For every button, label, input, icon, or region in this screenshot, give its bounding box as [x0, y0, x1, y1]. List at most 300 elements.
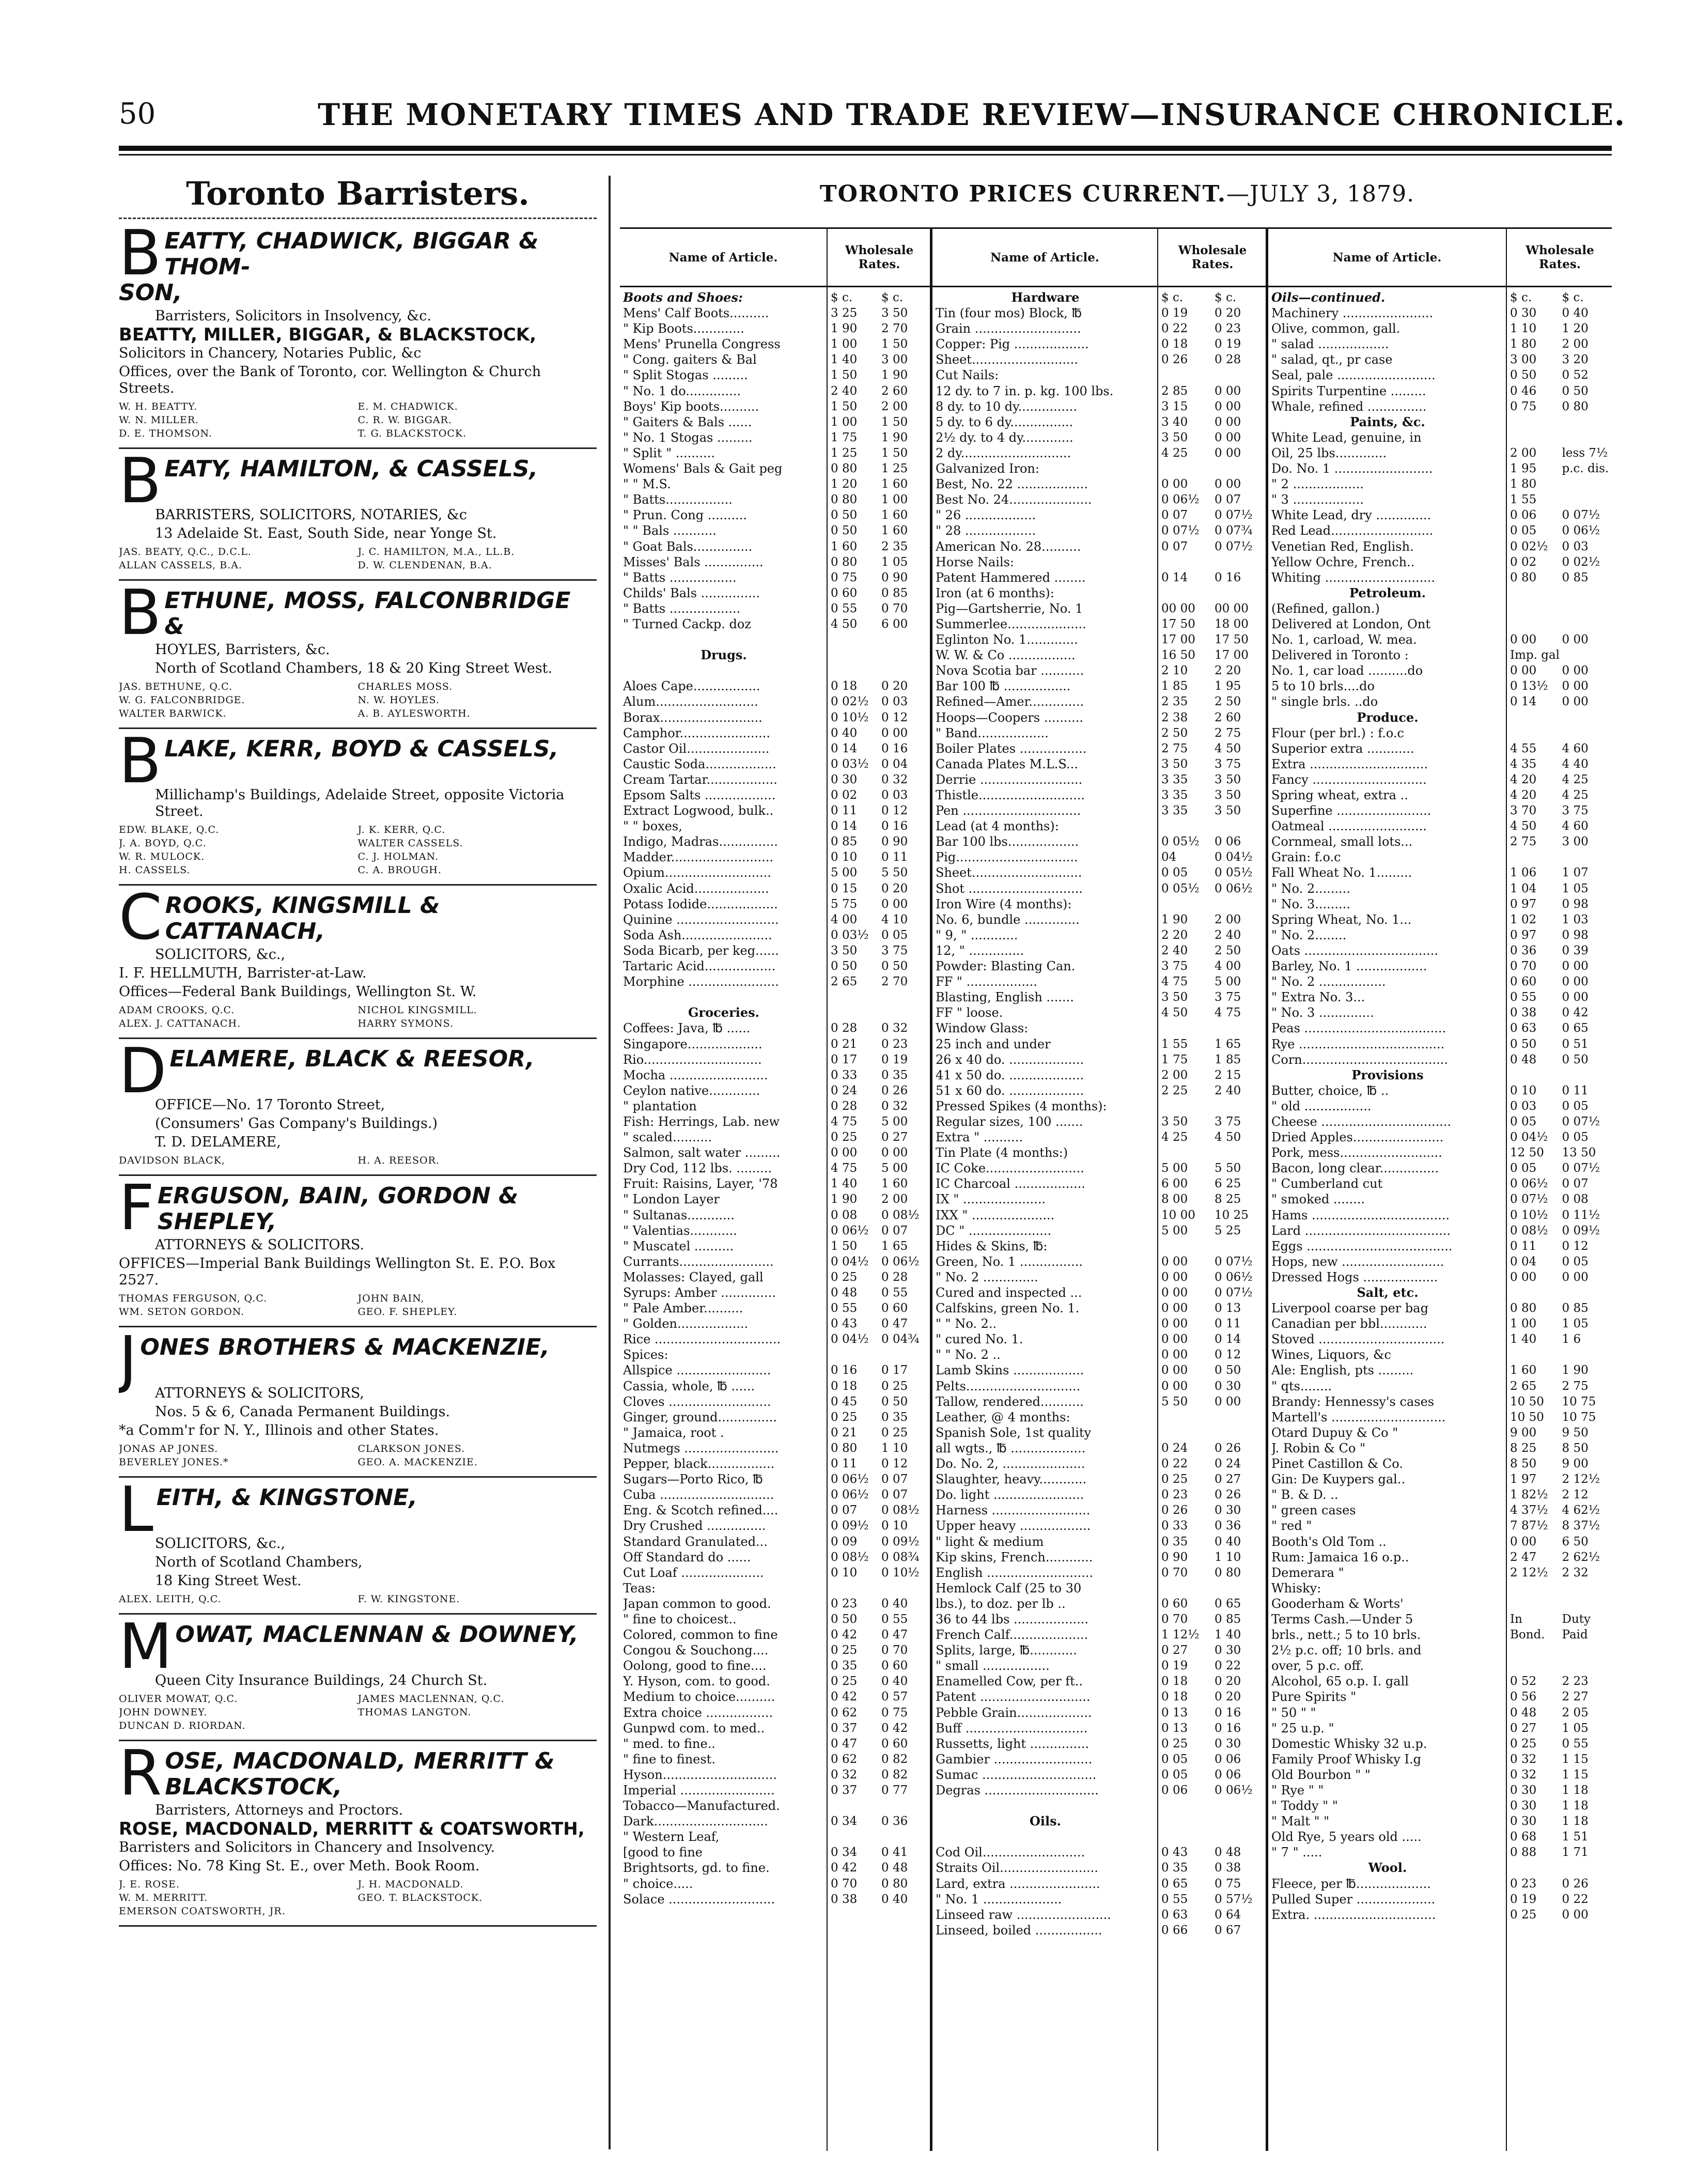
price-row	[620, 1829, 930, 1845]
rate-low: 0 97	[1510, 928, 1537, 942]
firm-detail: 13 Adelaide St. East, South Side, near Yonge St.	[155, 525, 497, 541]
price-row	[1268, 1876, 1612, 1892]
article-name: IX " .....................	[936, 1192, 1046, 1207]
price-row	[932, 1425, 1266, 1440]
article-name: 12 dy. to 7 in. p. kg. 100 lbs.	[936, 383, 1114, 398]
article-name: " Pale Amber..........	[623, 1301, 743, 1316]
price-row	[1268, 336, 1612, 352]
price-row	[1268, 647, 1612, 663]
price-row	[1268, 1674, 1612, 1689]
price-row	[932, 772, 1266, 787]
price-row	[1268, 1020, 1612, 1036]
rate-low: 3 15	[1161, 399, 1188, 413]
price-row	[620, 1814, 930, 1829]
rate-low: 00 00	[1161, 601, 1195, 615]
article-name: " salad, qt., pr case	[1271, 352, 1393, 367]
firm-listing	[119, 1611, 597, 1741]
rate-high: 0 05½	[1215, 866, 1253, 880]
rate-low: 1 80	[1510, 477, 1537, 491]
firm-name: EATY, HAMILTON, & CASSELS,	[164, 456, 538, 482]
firm-name: OSE, MACDONALD, MERRITT &	[165, 1748, 555, 1774]
rate-high: 0 55	[881, 1286, 908, 1299]
price-row	[620, 1269, 930, 1285]
price-row	[932, 694, 1266, 709]
firm-detail: Millichamp's Buildings, Adelaide Street, opposite Victoria Street.	[155, 787, 565, 819]
price-row	[620, 818, 930, 834]
rate-high: 0 25	[881, 1379, 908, 1393]
price-row	[932, 1223, 1266, 1238]
rate-high: 0 20	[1215, 1690, 1241, 1704]
firm-listing	[119, 1035, 597, 1176]
article-name: Superior extra ............	[1271, 741, 1414, 756]
price-row	[1268, 1067, 1612, 1083]
firm-initial: M	[119, 1611, 173, 1683]
article-name: Booth's Old Tom ..	[1271, 1534, 1387, 1549]
article-name: Do. No. 1 .........................	[1271, 461, 1433, 476]
price-row	[932, 523, 1266, 538]
rate-high: Paid	[1562, 1628, 1588, 1642]
rate-low: 7 87½	[1510, 1519, 1548, 1533]
article-name: Soda Ash.......................	[623, 927, 772, 942]
rate-high: $ c.	[1215, 291, 1237, 304]
price-row	[620, 1316, 930, 1331]
firm-listing	[119, 577, 597, 729]
rate-high: 0 12	[881, 804, 908, 818]
article-name: Extra " ..........	[936, 1130, 1023, 1145]
article-name: Hyson.............................	[623, 1767, 777, 1782]
firm-detail: Solicitors in Chancery, Notaries Public, &c	[119, 345, 422, 361]
article-name: Whisky:	[1271, 1581, 1321, 1596]
rate-high: 13 50	[1562, 1146, 1596, 1160]
firm-initial: F	[119, 1172, 155, 1244]
partner-name: GEO. A. MACKENZIE.	[357, 1457, 478, 1468]
prices-date: —JULY 3, 1879.	[1226, 181, 1415, 207]
article-name: " Gaiters & Bals ......	[623, 414, 752, 429]
article-name: Otard Dupuy & Co "	[1271, 1425, 1398, 1440]
rate-high: 2 75	[1215, 726, 1241, 740]
rate-high: 2 70	[881, 322, 908, 336]
price-row	[932, 352, 1266, 367]
article-name: " Band..................	[936, 725, 1049, 740]
rate-high: 2 62½	[1562, 1550, 1600, 1564]
partner-names	[119, 1592, 597, 1606]
article-name: [good to fine	[623, 1845, 703, 1860]
rate-high: 0 24	[1215, 1457, 1241, 1471]
price-row	[932, 1674, 1266, 1689]
price-row	[1268, 1036, 1612, 1052]
rate-high: 0 17	[881, 1364, 908, 1377]
rate-high: 4 25	[1562, 772, 1589, 786]
price-row	[1268, 1612, 1612, 1627]
article-name: Camphor.......................	[623, 725, 770, 740]
rate-low: 1 00	[831, 415, 858, 429]
rate-low: 2 75	[1161, 741, 1188, 755]
partner-name: JAS. BETHUNE, Q.C.	[119, 681, 232, 692]
rate-high: $ c.	[1562, 291, 1584, 304]
rate-high: 1 18	[1562, 1815, 1589, 1829]
rate-low: 0 38	[1510, 1006, 1537, 1020]
price-row	[932, 1191, 1266, 1207]
price-row	[932, 1254, 1266, 1269]
article-name: " 7 " .....	[1271, 1845, 1322, 1860]
price-row	[1268, 585, 1612, 601]
rate-low: 0 07	[1161, 539, 1188, 553]
article-name: Dressed Hogs ...................	[1271, 1269, 1438, 1284]
rate-low: 1 90	[831, 1192, 858, 1206]
article-name: Demerara "	[1271, 1565, 1344, 1580]
firm-initial: B	[119, 725, 162, 797]
price-row	[1268, 1300, 1612, 1316]
article-name: " Jamaica, root .	[623, 1425, 724, 1440]
price-row	[1268, 1829, 1612, 1845]
rate-high: 0 20	[881, 679, 908, 693]
rate-high: 0 07	[881, 1223, 908, 1237]
article-name: Green, No. 1 ................	[936, 1254, 1083, 1269]
firm-detail: Offices, over the Bank of Toronto, cor. Wellington & Church Streets.	[119, 364, 541, 396]
price-row	[620, 1160, 930, 1176]
price-row	[1268, 476, 1612, 492]
rate-low: 0 75	[1510, 399, 1537, 413]
rate-high: 0 28	[881, 1270, 908, 1284]
rate-low: 3 75	[1161, 959, 1188, 973]
article-name: FF " ..................	[936, 974, 1037, 989]
rate-high: 0 05	[1562, 1130, 1589, 1144]
price-row	[1268, 1689, 1612, 1705]
article-name: " Malt " "	[1271, 1814, 1330, 1829]
article-name: Lard .....................................	[1271, 1223, 1451, 1238]
article-name: " fine to choicest..	[623, 1612, 737, 1627]
price-row	[1268, 1643, 1612, 1658]
rate-low: 5 00	[831, 866, 858, 880]
rate-high: 0 82	[881, 1768, 908, 1782]
price-row	[1268, 1752, 1612, 1767]
firm-name: ELAMERE, BLACK & REESOR,	[169, 1046, 535, 1072]
article-name: Cut Nails:	[936, 368, 999, 383]
rate-high: 0 06	[1215, 1768, 1241, 1782]
article-name: Grain: f.o.c	[1271, 850, 1341, 865]
rate-high: 1 65	[1215, 1037, 1241, 1051]
rate-low: 0 14	[1161, 570, 1188, 584]
firm-list	[119, 218, 597, 1927]
article-name: White Lead, genuine, in	[1271, 430, 1422, 445]
price-row	[620, 849, 930, 865]
rate-high: 0 57½	[1215, 1892, 1253, 1906]
article-name: " fine to finest.	[623, 1752, 715, 1767]
rate-low: 0 70	[1161, 1612, 1188, 1626]
rate-separator	[1157, 229, 1158, 2151]
article-name: Liverpool coarse per bag	[1271, 1301, 1428, 1316]
article-name: Colored, common to fine	[623, 1628, 778, 1643]
article-name: Dry Cod, 112 lbs. .........	[623, 1161, 772, 1176]
partner-name: W. M. MERRITT.	[119, 1892, 208, 1903]
rate-low: 0 35	[1161, 1535, 1188, 1548]
price-row	[1268, 414, 1612, 430]
price-row	[932, 476, 1266, 492]
rate-high: 5 50	[881, 866, 908, 880]
rate-low: 0 07½	[1510, 1192, 1548, 1206]
rate-high: 5 00	[881, 1161, 908, 1175]
rate-low: 0 30	[1510, 306, 1537, 320]
name-of-article-header: Name of Article.	[990, 250, 1099, 265]
partner-name: JAMES MACLENNAN, Q.C.	[357, 1693, 505, 1705]
article-name: 2½ p.c. off; 10 brls. and	[1271, 1643, 1422, 1658]
rate-high: 1 65	[881, 1239, 908, 1253]
article-name: Boots and Shoes:	[623, 290, 743, 305]
rate-low: 0 42	[831, 1690, 858, 1704]
rate-high: 4 10	[881, 912, 908, 926]
rate-low: 0 03½	[831, 928, 869, 942]
price-row	[620, 1550, 930, 1565]
rate-high: 1 20	[1562, 322, 1589, 336]
article-name: Peas ....................................	[1271, 1021, 1446, 1036]
rate-high: 4 60	[1562, 741, 1589, 755]
article-name: Medium to choice..........	[623, 1690, 775, 1705]
rate-low: 2 25	[1161, 1083, 1188, 1097]
price-row	[620, 1565, 930, 1581]
rate-high: 0 00	[1215, 399, 1241, 413]
price-row	[1268, 290, 1612, 305]
rate-low: 0 24	[1161, 1441, 1188, 1455]
price-row	[932, 1300, 1266, 1316]
article-name: Horse Nails:	[936, 554, 1015, 569]
rate-high: 0 48	[1215, 1846, 1241, 1860]
article-name: Harness .........................	[936, 1503, 1091, 1518]
rate-low: 0 52	[1510, 1675, 1537, 1689]
price-row	[932, 1409, 1266, 1425]
price-row	[1268, 1052, 1612, 1067]
rate-low: 2 12½	[1510, 1566, 1548, 1579]
firm-listing	[119, 445, 597, 581]
rate-high: 9 50	[1562, 1426, 1589, 1439]
partner-name: EMERSON COATSWORTH, JR.	[119, 1906, 286, 1917]
rate-high: 2 75	[1562, 1379, 1589, 1393]
rate-low: 0 05½	[1161, 881, 1200, 895]
firm-detail: SOLICITORS, &c.,	[155, 947, 286, 963]
rate-high: 0 00	[1562, 1270, 1589, 1284]
rate-high: 10 75	[1562, 1410, 1596, 1424]
price-row	[620, 663, 930, 678]
article-name: 8 dy. to 10 dy...............	[936, 399, 1077, 414]
price-row	[1268, 430, 1612, 445]
rate-low: 0 25	[1510, 1737, 1537, 1751]
price-row	[932, 1285, 1266, 1300]
rate-low: 0 18	[1161, 1690, 1188, 1704]
rate-high: 0 85	[1215, 1612, 1241, 1626]
rate-high: 0 64	[1215, 1908, 1241, 1922]
rate-high: 1 90	[881, 368, 908, 382]
article-name: Iron (at 6 months):	[936, 585, 1054, 600]
partner-name: OLIVER MOWAT, Q.C.	[119, 1693, 238, 1705]
rate-low: 0 06½	[1510, 1177, 1548, 1191]
rate-high: 3 75	[1215, 1114, 1241, 1128]
rate-low: 5 75	[831, 897, 858, 911]
price-row	[620, 1114, 930, 1129]
price-row	[932, 1052, 1266, 1067]
article-name: Enamelled Cow, per ft..	[936, 1674, 1083, 1689]
rate-low: 0 10	[1510, 1083, 1537, 1097]
price-row	[1268, 305, 1612, 321]
article-name: Refined—Amer..............	[936, 694, 1084, 709]
price-row	[620, 399, 930, 414]
rate-high: 1 10	[1215, 1550, 1241, 1564]
partner-name: DAVIDSON BLACK,	[119, 1155, 225, 1166]
price-row	[932, 1347, 1266, 1362]
article-name: IC Coke.........................	[936, 1161, 1084, 1176]
article-name: " single brls. ..do	[1271, 694, 1378, 709]
rate-low: 0 02½	[1510, 539, 1548, 553]
rate-high: 0 00	[1215, 477, 1241, 491]
rate-high: 0 07½	[1215, 508, 1253, 522]
price-row	[1268, 445, 1612, 461]
price-row	[932, 974, 1266, 989]
price-row	[1268, 1798, 1612, 1814]
price-rows	[1268, 290, 1612, 1923]
price-row	[620, 414, 930, 430]
price-row	[932, 570, 1266, 585]
price-row	[1268, 896, 1612, 912]
rate-low: 0 48	[1510, 1052, 1537, 1066]
firm-listing	[119, 1324, 597, 1478]
partner-name: DUNCAN D. RIORDAN.	[119, 1720, 246, 1731]
rate-low: 0 02	[831, 788, 858, 802]
price-row	[620, 430, 930, 445]
rate-high: 0 09½	[1562, 1223, 1600, 1237]
rate-low: 1 50	[831, 368, 858, 382]
article-name: Russetts, light ...............	[936, 1736, 1089, 1751]
article-name: Pepper, black.................	[623, 1457, 775, 1472]
rate-high: 8 25	[1215, 1192, 1241, 1206]
rate-high: 0 36	[1215, 1519, 1241, 1533]
wholesale-rates-header: Wholesale Rates.	[827, 229, 931, 286]
price-row	[1268, 616, 1612, 632]
rate-low: 0 55	[1161, 1892, 1188, 1906]
article-name: Petroleum.	[1349, 585, 1426, 600]
article-name: FF " loose.	[936, 1005, 1003, 1020]
price-row	[932, 290, 1266, 305]
rate-low: 0 25	[1161, 1737, 1188, 1751]
rate-high: 0 08½	[881, 1504, 920, 1517]
price-row	[620, 1129, 930, 1145]
price-row	[932, 1829, 1266, 1845]
rate-high: 0 51	[1562, 1037, 1589, 1051]
price-row	[1268, 507, 1612, 523]
rate-high: 6 25	[1215, 1177, 1241, 1191]
rate-low: 0 10½	[1510, 1208, 1548, 1222]
article-name: " " M.S.	[623, 477, 671, 492]
article-name: Eggs .....................................	[1271, 1238, 1453, 1253]
rate-high: 0 13	[1215, 1302, 1241, 1315]
article-name: Tin (four mos) Block, ℔	[936, 306, 1082, 321]
rate-high: 0 22	[1215, 1659, 1241, 1673]
rate-low: 0 35	[1161, 1861, 1188, 1875]
rate-low: 0 56	[1510, 1690, 1537, 1704]
price-row	[932, 927, 1266, 943]
article-name: Galvanized Iron:	[936, 461, 1039, 476]
rate-low: 0 25	[1161, 1473, 1188, 1486]
rate-low: 0 00	[1510, 664, 1537, 678]
rate-high: 0 06½	[1562, 524, 1600, 538]
price-row	[1268, 1269, 1612, 1285]
price-row	[1268, 1145, 1612, 1160]
article-name: " red "	[1271, 1519, 1312, 1534]
rate-high: 1 50	[881, 415, 908, 429]
rate-low: 0 05	[1161, 1752, 1188, 1766]
price-row	[1268, 1596, 1612, 1612]
price-row	[1268, 554, 1612, 570]
article-name: Rum: Jamaica 16 o.p..	[1271, 1550, 1409, 1565]
article-name: Madder..........................	[623, 850, 773, 865]
rate-high: 0 00	[1562, 990, 1589, 1004]
rate-low: 0 30	[1510, 1784, 1537, 1797]
rate-high: 2 40	[1215, 928, 1241, 942]
rate-high: 0 90	[881, 570, 908, 584]
rate-low: 0 27	[1510, 1721, 1537, 1735]
rate-low: 0 05	[1161, 866, 1188, 880]
article-name: Cuba .............................	[623, 1488, 774, 1503]
article-name: Spring wheat, extra ..	[1271, 788, 1408, 802]
rate-low: 1 60	[1510, 1364, 1537, 1377]
rate-high: 6 00	[881, 617, 908, 631]
barristers-column	[119, 171, 597, 2149]
partner-name: H. CASSELS.	[119, 864, 191, 876]
price-row	[932, 1550, 1266, 1565]
rate-low: 0 43	[831, 1317, 858, 1331]
rate-high: 0 10½	[881, 1566, 920, 1579]
article-name: Alcohol, 65 o.p. I. gall	[1271, 1674, 1409, 1689]
rate-high: 0 06	[1215, 1752, 1241, 1766]
firm-heading	[119, 1738, 597, 1809]
price-row	[1268, 912, 1612, 927]
article-name: W. W. & Co .................	[936, 648, 1076, 663]
rate-low: 0 10½	[831, 710, 869, 724]
article-name: Grain ...........................	[936, 321, 1081, 336]
article-name: Cornmeal, small lots...	[1271, 834, 1413, 849]
header-rule-thin	[119, 154, 1612, 156]
rate-low: 10 00	[1161, 1208, 1195, 1222]
partner-names	[119, 400, 597, 440]
rate-low: 0 04½	[831, 1254, 869, 1268]
rate-high: 2 00	[1215, 912, 1241, 926]
rate-high: 0 47	[881, 1628, 908, 1642]
price-row	[1268, 1783, 1612, 1798]
article-name: " 26 ..................	[936, 508, 1036, 523]
price-row	[620, 585, 930, 601]
rate-high: 10 25	[1215, 1208, 1249, 1222]
article-name: Tartaric Acid..................	[623, 959, 776, 974]
rate-high: 0 12	[1215, 1348, 1241, 1362]
price-row	[1268, 1098, 1612, 1114]
price-row	[932, 1331, 1266, 1347]
rate-low: 1 82½	[1510, 1488, 1548, 1502]
article-name: Lead (at 4 months):	[936, 819, 1059, 834]
rate-low: 0 05	[1510, 1161, 1537, 1175]
article-name: Cured and inspected ...	[936, 1285, 1082, 1300]
partner-name: ALEX. LEITH, Q.C.	[119, 1593, 222, 1605]
price-row	[932, 321, 1266, 336]
article-name: " " No. 2 ..	[936, 1347, 1001, 1362]
rate-high: 0 30	[1215, 1379, 1241, 1393]
rate-high: 0 00	[1215, 415, 1241, 429]
rate-low: 1 97	[1510, 1473, 1537, 1486]
rate-low: 4 55	[1510, 741, 1537, 755]
rate-low: Bond.	[1510, 1628, 1545, 1642]
rate-low: 0 00	[1161, 1379, 1188, 1393]
article-name: Rye .....................................	[1271, 1036, 1445, 1051]
price-row	[1268, 710, 1612, 725]
rate-high: 0 03	[881, 788, 908, 802]
article-name: Hops, new ..........................	[1271, 1254, 1444, 1269]
rate-low: 2 65	[1510, 1379, 1537, 1393]
